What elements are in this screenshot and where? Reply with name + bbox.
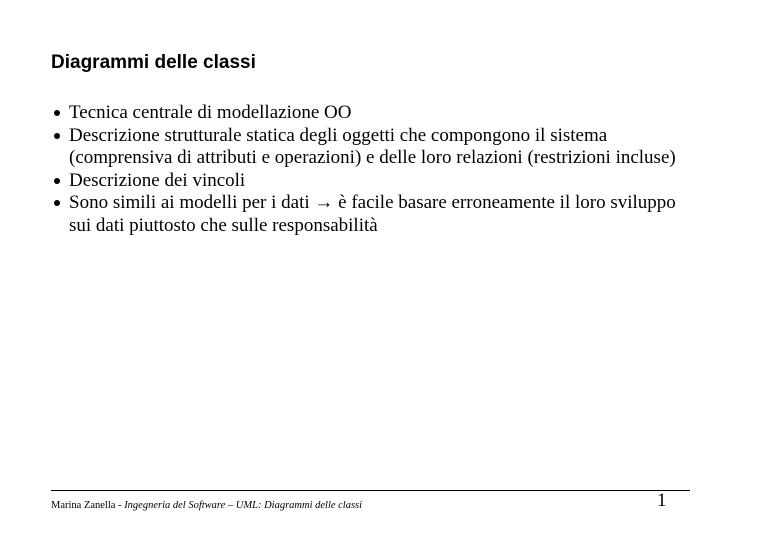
bullet-list: [51, 102, 691, 237]
footer-caption: [51, 499, 362, 512]
bullet-text: Tecnica centrale di modellazione OO: [69, 102, 352, 123]
bullet-dot-icon: [54, 200, 60, 206]
bullet-item: [51, 102, 691, 125]
slide-title: Diagrammi delle classi: [51, 52, 256, 73]
bullet-item: [51, 192, 691, 237]
bullet-text: Descrizione strutturale statica degli oggetti che compongono il sistema (comprensiva di attributi e operazioni) e delle loro relazioni (restrizioni incluse): [69, 124, 676, 168]
bullet-text: Descrizione dei vincoli: [69, 169, 246, 191]
footer-separator: -: [115, 500, 125, 511]
page-number: 1: [657, 490, 667, 511]
bullet-item: [51, 125, 691, 170]
footer-author: Marina Zanella: [51, 500, 116, 511]
bullet-text: Sono simili ai modelli per i dati → è facile basare erroneamente il loro sviluppo sui dati piuttosto che sulle responsabilità: [69, 192, 676, 236]
bullet-item: [51, 170, 691, 193]
footer-divider: [51, 490, 690, 491]
bullet-dot-icon: [54, 133, 60, 139]
bullet-dot-icon: [54, 178, 60, 184]
footer-course: Ingegneria del Software – UML: Diagrammi delle classi: [124, 500, 363, 511]
bullet-dot-icon: [54, 110, 60, 116]
